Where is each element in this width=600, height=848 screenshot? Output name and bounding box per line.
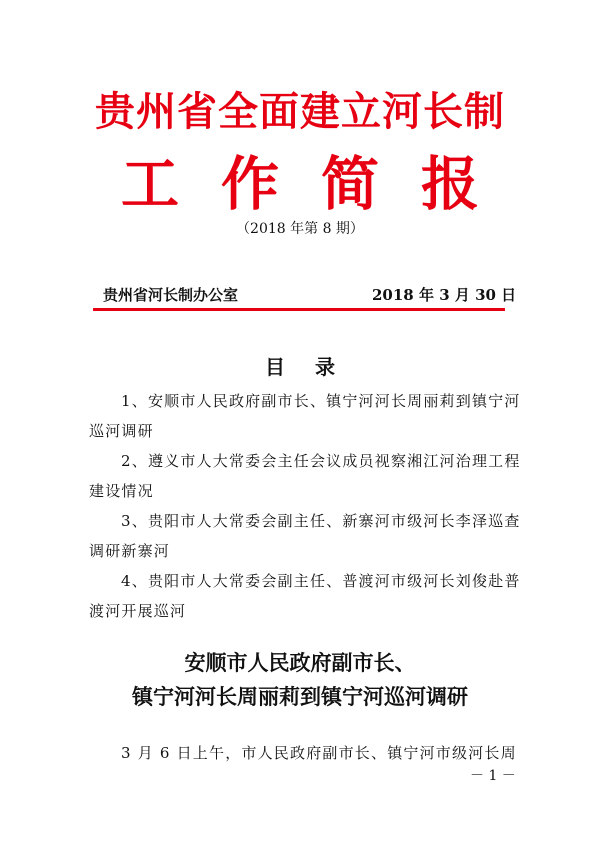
issue-date: 2018 年 3 月 30 日 <box>372 286 517 304</box>
bulletin-title-line2: 工作简报 <box>120 150 521 218</box>
toc-item[interactable]: 3、贵阳市人大常委会副主任、新寨河市级河长李泽巡查调研新寨河 <box>89 512 521 560</box>
toc-heading: 目录 <box>265 355 365 379</box>
article-title-line2: 镇宁河河长周丽莉到镇宁河巡河调研 <box>132 684 468 709</box>
header-divider <box>93 308 505 311</box>
page-number: － 1 － <box>470 768 516 784</box>
toc-item[interactable]: 4、贵阳市人大常委会副主任、普渡河市级河长刘俊赴普渡河开展巡河 <box>89 572 521 620</box>
article-title <box>0 646 600 714</box>
article-title-line1: 安顺市人民政府副市长、 <box>184 650 416 675</box>
toc-item[interactable]: 1、安顺市人民政府副市长、镇宁河河长周丽莉到镇宁河巡河调研 <box>89 392 521 440</box>
toc-item[interactable]: 2、遵义市人大常委会主任会议成员视察湘江河治理工程建设情况 <box>89 452 521 500</box>
article-body-first-line: 3 月 6 日上午，市人民政府副市长、镇宁河市级河长周 <box>121 744 517 762</box>
issuing-office: 贵州省河长制办公室 <box>103 286 239 304</box>
issue-number: （2018 年第 8 期） <box>236 221 364 237</box>
bulletin-title-line1: 贵州省全面建立河长制 <box>95 89 505 135</box>
table-of-contents <box>89 386 521 626</box>
